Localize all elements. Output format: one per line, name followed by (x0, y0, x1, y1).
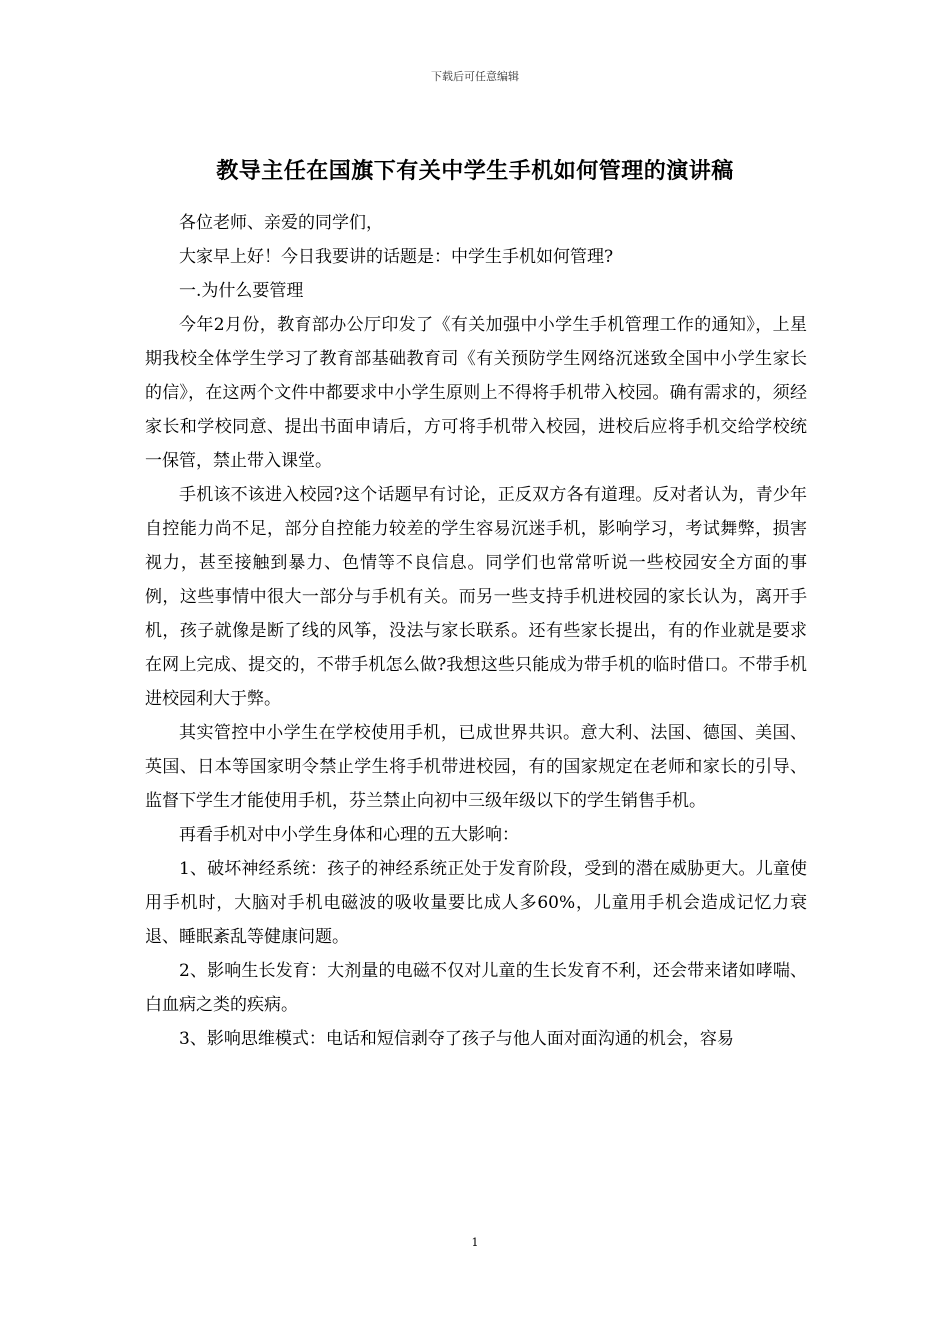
paragraph: 今年2月份，教育部办公厅印发了《有关加强中小学生手机管理工作的通知》，上星期我校全体学生学习了教育部基础教育司《有关预防学生网络沉迷致全国中小学生家长的信》，在这两个文件中都要求中小学生原则上不得将手机带入校园。确有需求的，须经家长和学校同意、提出书面申请后，方可将手机带入校园，进校后应将手机交给学校统一保管，禁止带入课堂。 (145, 315, 807, 471)
paragraph-opening: 大家早上好！今日我要讲的话题是：中学生手机如何管理? (179, 247, 614, 267)
section-heading: 一.为什么要管理 (179, 281, 304, 301)
document-body (145, 206, 807, 1056)
list-item: 1、破坏神经系统：孩子的神经系统正处于发育阶段，受到的潜在威胁更大。儿童使用手机时，大脑对手机电磁波的吸收量要比成人多60%，儿童用手机会造成记忆力衰退、睡眠紊乱等健康问题。 (145, 859, 807, 947)
header-note: 下载后可任意编辑 (431, 70, 519, 83)
paragraph: 其实管控中小学生在学校使用手机，已成世界共识。意大利、法国、德国、美国、英国、日本等国家明令禁止学生将手机带进校园，有的国家规定在老师和家长的引导、监督下学生才能使用手机，芬兰禁止向初中三级年级以下的学生销售手机。 (145, 723, 807, 811)
list-item: 3、影响思维模式：电话和短信剥夺了孩子与他人面对面沟通的机会，容易 (179, 1029, 734, 1049)
paragraph-greeting: 各位老师、亲爱的同学们， (179, 213, 383, 233)
page-number: 1 (471, 1236, 479, 1249)
paragraph: 再看手机对中小学生身体和心理的五大影响： (179, 825, 519, 845)
list-item: 2、影响生长发育：大剂量的电磁不仅对儿童的生长发育不利，还会带来诸如哮喘、白血病之类的疾病。 (145, 961, 807, 1015)
paragraph: 手机该不该进入校园?这个话题早有讨论，正反双方各有道理。反对者认为，青少年自控能力尚不足，部分自控能力较差的学生容易沉迷手机，影响学习，考试舞弊，损害视力，甚至接触到暴力、色情等不良信息。同学们也常常听说一些校园安全方面的事例，这些事情中很大一部分与手机有关。而另一些支持手机进校园的家长认为，离开手机，孩子就像是断了线的风筝，没法与家长联系。还有些家长提出，有的作业就是要求在网上完成、提交的，不带手机怎么做?我想这些只能成为带手机的临时借口。不带手机进校园利大于弊。 (145, 485, 807, 709)
document-title: 教导主任在国旗下有关中学生手机如何管理的演讲稿 (216, 158, 734, 184)
